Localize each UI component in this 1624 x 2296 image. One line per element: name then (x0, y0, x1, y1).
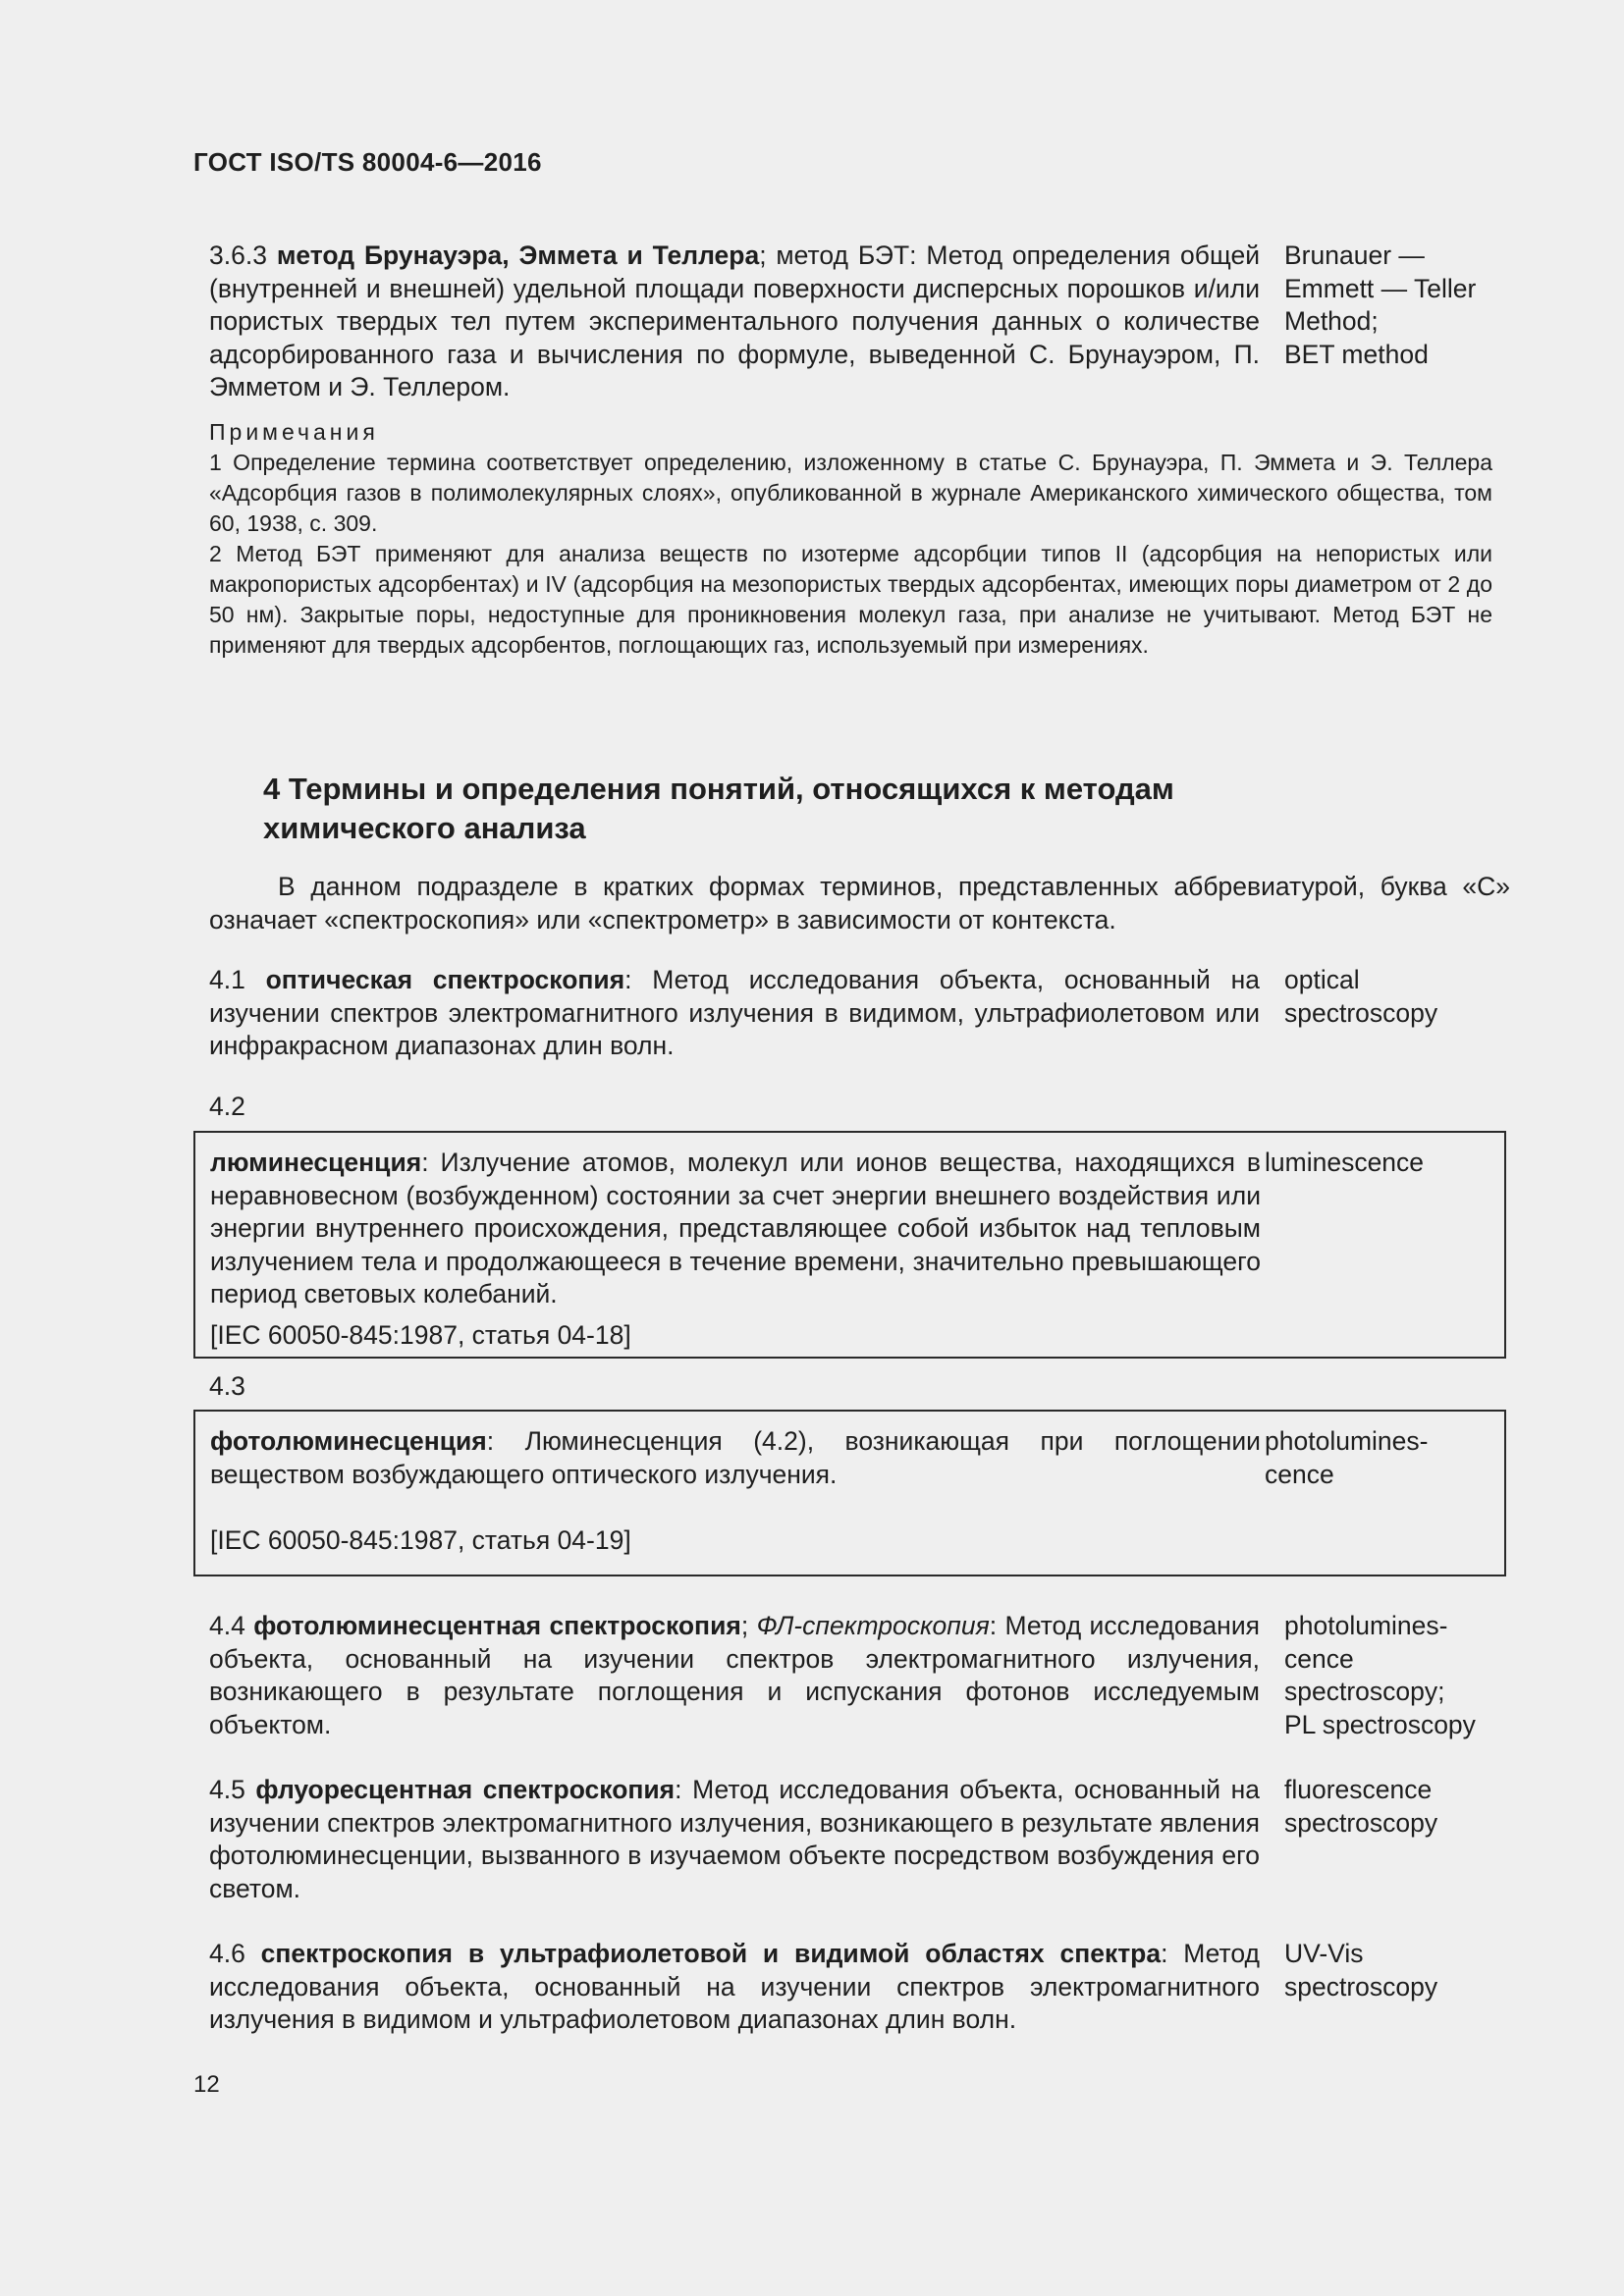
term-entry-4-2-box (193, 1131, 1506, 1359)
term-name: фотолюминесценция (210, 1426, 487, 1456)
term-english-equivalent: photolumines- cence spectroscopy; PL spectroscopy (1284, 1611, 1476, 1739)
term-definition: люминесценция: Излучение атомов, молекул или ионов вещества, находящихся в неравновесном (возбужденном) состоянии за счет энергии внешнего воздействия или энергии внутреннего происхождения, представляющее собой избыток над тепловым излучением тела и продолжающееся в течение времени, значительно превышающего период световых колебаний. (210, 1148, 1261, 1308)
term-name: оптическая спектроскопия (265, 965, 625, 994)
notes-heading: Примечания (209, 419, 379, 445)
term-english-equivalent: luminescence (1265, 1148, 1425, 1177)
term-name: люминесценция (210, 1148, 422, 1177)
note-1: 1 Определение термина соответствует определению, изложенному в статье С. Брунауэра, П. Эммета и Э. Теллера «Адсорбция газов в полимолекулярных слоях», опубликованной в журнале Американского химического общества, том 60, 1938, с. 309. (209, 450, 1492, 536)
term-english-equivalent: UV-Vis spectroscopy (1284, 1939, 1438, 2002)
term-name: флуоресцентная спектроскопия (255, 1775, 676, 1804)
notes-block (209, 417, 1492, 661)
standard-designation: ГОСТ ISO/TS 80004-6—2016 (193, 147, 542, 177)
term-number: 4.3 (209, 1371, 245, 1401)
section-intro: В данном подразделе в кратких формах терминов, представленных аббревиатурой, буква «С» означает «спектроскопия» или «спектрометр» в зависимости от контекста. (209, 872, 1510, 934)
term-entry-4-4 (209, 1610, 1510, 1741)
section-title: 4 Термины и определения понятий, относящихся к методам химического анализа (263, 772, 1174, 845)
term-english-equivalent: optical spectroscopy (1284, 965, 1438, 1028)
term-definition: 4.1 оптическая спектроскопия: Метод исследования объекта, основанный на изучении спектров электромагнитного излучения в видимом, ультрафиолетовом или инфракрасном диапазонах длин волн. (209, 965, 1260, 1060)
page-number: 12 (193, 2071, 220, 2098)
term-entry-4-3-box (193, 1410, 1506, 1576)
term-entry-4-1 (209, 964, 1510, 1063)
term-name: фотолюминесцентная спектроскопия (253, 1611, 741, 1640)
term-number: 4.2 (209, 1092, 245, 1121)
term-english-equivalent: Brunauer — Emmett — Teller Method; BET method (1284, 240, 1477, 369)
term-entry-4-5 (209, 1774, 1510, 1905)
term-definition: 4.4 фотолюминесцентная спектроскопия; ФЛ-спектроскопия: Метод исследования объекта, основанный на изучении спектров электромагнитного излучения, возникающего в результате поглощения и испускания фотонов исследуемым объектом. (209, 1611, 1260, 1739)
note-2: 2 Метод БЭТ применяют для анализа веществ по изотерме адсорбции типов II (адсорбция на непористых или макропористых адсорбентах) и IV (адсорбция на мезопористых твердых адсорбентах, имеющих поры диаметром от 2 до 50 нм). Закрытые поры, недоступные для проникновения молекул газа, при анализе не учитывают. Метод БЭТ не применяют для твердых адсорбентов, поглощающих газ, используемый при измерениях. (209, 541, 1492, 658)
term-definition: фотолюминесценция: Люминесценция (4.2), возникающая при поглощении веществом возбуждающего оптического излучения. (210, 1426, 1261, 1489)
term-english-equivalent: fluorescence spectroscopy (1284, 1775, 1438, 1838)
term-abbreviation: ФЛ-спектроскопия (756, 1611, 990, 1640)
term-entry-4-6 (209, 1938, 1510, 2037)
term-name: метод Брунауэра, Эммета и Теллера (276, 240, 760, 270)
term-definition: 3.6.3 метод Брунауэра, Эммета и Теллера; метод БЭТ: Метод определения общей (внутренней и внешней) удельной площади поверхности дисперсных порошков и/или пористых твердых тел путем экспериментального получения данных о количестве адсорбированного газа и вычисления по формуле, выведенной С. Брунауэром, П. Эмметом и Э. Теллером. (209, 240, 1260, 401)
term-definition: 4.5 флуоресцентная спектроскопия: Метод исследования объекта, основанный на изучении спектров электромагнитного излучения, возникающего в результате явления фотолюминесценции, вызванного в изучаемом объекте посредством возбуждения его светом. (209, 1775, 1260, 1903)
term-name: спектроскопия в ультрафиолетовой и видимой областях спектра (260, 1939, 1162, 1968)
term-source: [IEC 60050-845:1987, статья 04-19] (210, 1525, 631, 1555)
term-entry-3-6-3 (209, 240, 1510, 404)
term-english-equivalent: photolumines- cence (1265, 1426, 1429, 1489)
term-definition: 4.6 спектроскопия в ультрафиолетовой и видимой областях спектра: Метод исследования объекта, основанный на изучении спектров электромагнитного излучения в видимом и ультрафиолетовом диапазонах длин волн. (209, 1939, 1260, 2034)
term-source: [IEC 60050-845:1987, статья 04-18] (210, 1319, 631, 1350)
